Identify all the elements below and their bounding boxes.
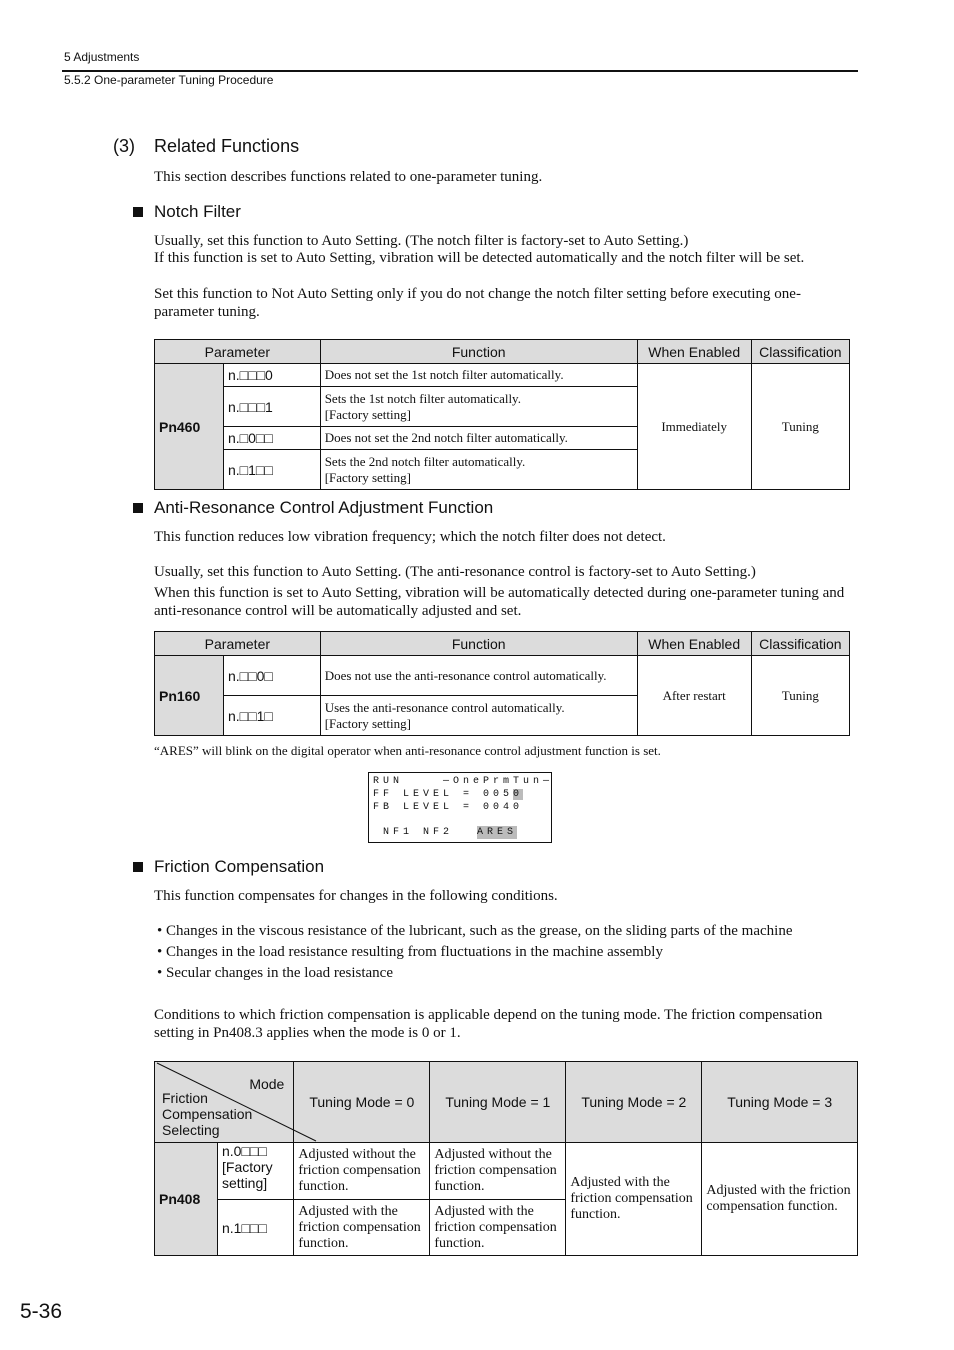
param-code: n.0□□□ [Factory setting] [218,1143,294,1200]
col-when-enabled: When Enabled [637,632,751,656]
param-name: Pn408 [155,1143,218,1256]
corner-header [155,1062,294,1143]
ares-note: “ARES” will blink on the digital operator when anti-resonance control adjustment function is set. [154,743,661,758]
param-code: n.□0□□ [224,427,321,450]
friction-table [154,1061,858,1256]
mode-cell: Adjusted with the friction compensation function. [294,1200,430,1256]
param-code: n.□1□□ [224,450,321,490]
notch-p3: Set this function to Not Auto Setting only if you do not change the notch filter setting before executing one-parameter tuning. [154,286,801,320]
col-mode-0: Tuning Mode = 0 [294,1062,430,1143]
classification: Tuning [751,364,849,490]
mode-cell: Adjusted with the friction compensation function. [430,1200,566,1256]
notch-table [154,339,850,490]
friction-p2: Conditions to which friction compensation is applicable depend on the tuning mode. The friction compensation setting in Pn408.3 applies when the mode is 0 or 1. [154,1007,823,1041]
header-section: 5.5.2 One-parameter Tuning Procedure [64,73,274,87]
mode-cell: Adjusted with the friction compensation function. [566,1143,702,1256]
list-item: • Changes in the viscous resistance of the lubricant, such as the grease, on the sliding parts of the machine [157,923,793,939]
mode-cell: Adjusted without the friction compensation function. [430,1143,566,1200]
classification: Tuning [751,656,849,736]
col-classification: Classification [751,632,849,656]
param-name: Pn460 [155,364,224,490]
antires-p2: Usually, set this function to Auto Setting. (The anti-resonance control is factory-set to Auto Setting.) [154,564,756,580]
param-code: n.□□□0 [224,364,321,387]
param-function: Does not set the 2nd notch filter automatically. [320,427,637,450]
param-code: n.□□0□ [224,656,321,696]
friction-p1: This function compensates for changes in the following conditions. [154,888,558,904]
antires-table [154,631,850,736]
col-mode-2: Tuning Mode = 2 [566,1062,702,1143]
corner-mode-label: Mode [249,1076,285,1092]
corner-friction-label: Friction Compensation Selecting [162,1090,253,1138]
param-function: Does not set the 1st notch filter automatically. [320,364,637,387]
page-title: Related Functions [154,136,300,156]
antires-p1: This function reduces low vibration frequency; which the notch filter does not detect. [154,529,666,545]
lcd-line-3: FB LEVEL = 0040 [373,802,524,813]
col-mode-3: Tuning Mode = 3 [702,1062,858,1143]
param-function: Uses the anti-resonance control automatically. [Factory setting] [320,696,637,736]
friction-title: Friction Compensation [154,857,325,876]
lcd-line-1: RUN —OnePrmTun— [373,776,554,787]
param-function: Sets the 2nd notch filter automatically. [Factory setting] [320,450,637,490]
col-parameter: Parameter [155,632,321,656]
square-bullet-icon [133,503,143,513]
col-when-enabled: When Enabled [637,340,751,364]
antires-p3: When this function is set to Auto Setting, vibration will be automatically detected during one-parameter tuning and anti-resonance control will be automatically adjusted and set. [154,585,845,619]
col-parameter: Parameter [155,340,321,364]
page-number: 5-36 [20,1300,63,1323]
header-chapter: 5 Adjustments [64,50,140,64]
notch-p1: Usually, set this function to Auto Setting. (The notch filter is factory-set to Auto Setting.) [154,233,689,249]
param-name: Pn160 [155,656,224,736]
list-item: • Secular changes in the load resistance [157,965,393,981]
lcd-line-2: FF LEVEL = 0050 [373,789,524,800]
square-bullet-icon [133,862,143,872]
square-bullet-icon [133,207,143,217]
lcd-line-4: NF1 NF2 [383,827,454,838]
param-function: Sets the 1st notch filter automatically. [Factory setting] [320,387,637,427]
list-item: • Changes in the load resistance resulting from fluctuations in the machine assembly [157,944,663,960]
ares-indicator: ARES [477,827,518,838]
heading-number: (3) [113,136,135,156]
notch-p2: If this function is set to Auto Setting, vibration will be detected automatically and the notch filter will be set. [154,250,805,266]
col-classification: Classification [751,340,849,364]
when-enabled: After restart [637,656,751,736]
digital-operator-display [368,772,552,843]
antires-title: Anti-Resonance Control Adjustment Function [154,498,494,517]
col-function: Function [320,340,637,364]
header-rule [62,70,858,72]
notch-title: Notch Filter [154,202,241,221]
col-function: Function [320,632,637,656]
mode-cell: Adjusted with the friction compensation function. [702,1143,858,1256]
intro-text: This section describes functions related to one-parameter tuning. [154,169,543,185]
mode-cell: Adjusted without the friction compensation function. [294,1143,430,1200]
param-code: n.□□□1 [224,387,321,427]
col-mode-1: Tuning Mode = 1 [430,1062,566,1143]
param-function: Does not use the anti-resonance control automatically. [320,656,637,696]
when-enabled: Immediately [637,364,751,490]
param-code: n.1□□□ [218,1200,294,1256]
param-code: n.□□1□ [224,696,321,736]
